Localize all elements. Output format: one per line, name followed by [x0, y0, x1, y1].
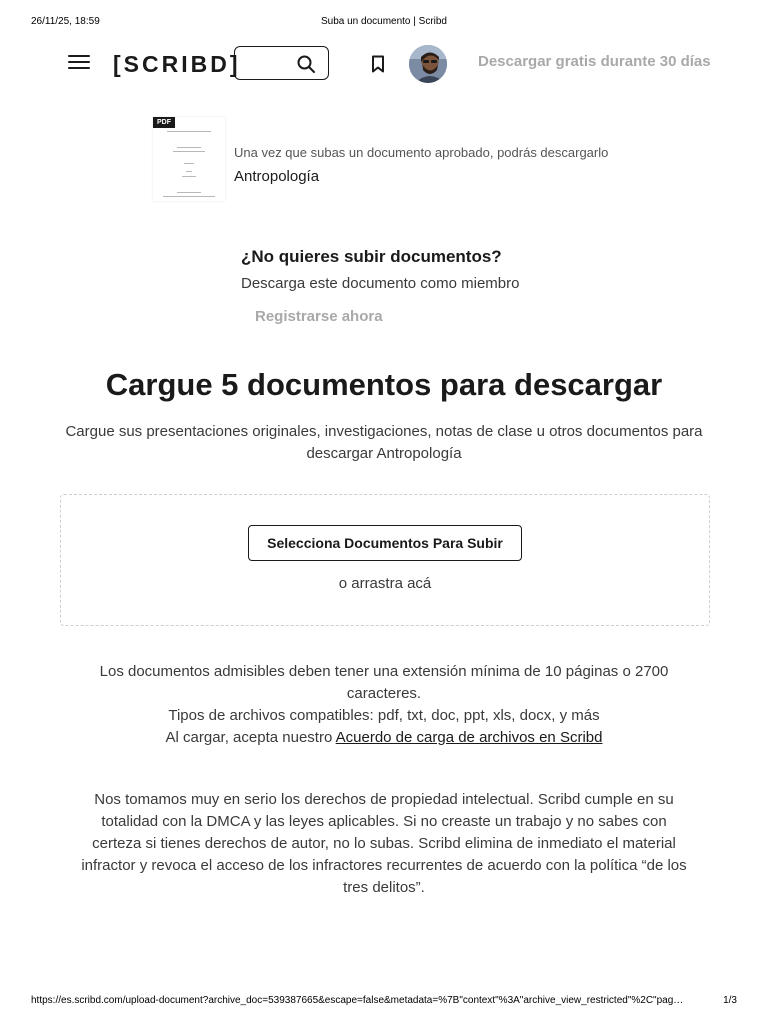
alternative-heading: ¿No quieres subir documentos? [241, 247, 502, 266]
upload-agreement-link[interactable]: Acuerdo de carga de archivos en Scribd [335, 729, 603, 746]
thumb-line [173, 151, 205, 152]
print-footer [31, 995, 737, 1009]
free-trial-link[interactable]: Descargar gratis durante 30 días [478, 53, 711, 70]
download-note: Una vez que subas un documento aprobado, podrás descargarlo [234, 145, 609, 160]
upload-description: Cargue sus presentaciones originales, investigaciones, notas de clase u otros documentos para descargar Antropología [65, 423, 703, 462]
register-now-button[interactable]: Registrarse ahora [255, 308, 383, 325]
avatar-photo [409, 45, 447, 83]
alternative-subheading: Descarga este documento como miembro [241, 275, 520, 292]
scribd-logo[interactable]: [SCRIBD] [113, 51, 241, 77]
print-date: 26/11/25, 18:59 [31, 16, 100, 27]
print-url: https://es.scribd.com/upload-document?archive_doc=539387665&escape=false&metadata=%7B"context"%3A"archive_view_restricted"%2C"pag… [31, 995, 684, 1006]
bookmark-icon[interactable] [368, 54, 388, 74]
thumb-line [167, 131, 211, 132]
document-info [234, 145, 608, 185]
top-navigation-bar [0, 44, 768, 84]
thumb-line [182, 176, 196, 177]
hamburger-menu-icon[interactable] [68, 55, 90, 73]
length-requirement: Los documentos admisibles deben tener una extensión mínima de 10 páginas o 2700 caracteres. [99, 663, 669, 702]
upload-title: Cargue 5 documentos para descargar [105, 367, 663, 402]
select-documents-button[interactable]: Selecciona Documentos Para Subir [248, 525, 522, 561]
pdf-badge: PDF [153, 117, 175, 128]
print-page-number: 1/3 [723, 995, 737, 1006]
print-header [31, 16, 737, 30]
user-avatar[interactable] [409, 45, 447, 83]
file-types: Tipos de archivos compatibles: pdf, txt, doc, ppt, xls, docx, y más [168, 707, 600, 724]
thumb-line [177, 147, 201, 148]
thumb-line [184, 163, 194, 164]
agreement-line [80, 727, 688, 749]
print-page-title: Suba un documento | Scribd [320, 16, 447, 27]
copyright-notice: Nos tomamos muy en serio los derechos de propiedad intelectual. Scribd cumple en su totalidad con la DMCA y las leyes aplicables. Si no creaste un trabajo y no sabes con certeza si tienes derechos de autor, no lo subas. Scribd elimina de inmediato el material infractor y revoca el acceso de los infractores recurrentes de acuerdo con la política “de los tres delitos”. [81, 791, 687, 896]
thumb-line [177, 192, 201, 193]
document-thumbnail[interactable] [153, 117, 225, 201]
drag-hint: o arrastra acá [338, 575, 432, 592]
upload-requirements [80, 661, 688, 749]
thumb-line [163, 196, 215, 197]
search-box[interactable] [234, 46, 329, 80]
document-title[interactable]: Antropología [234, 168, 320, 185]
membership-alternative [241, 247, 519, 326]
search-icon[interactable] [296, 54, 316, 74]
file-dropzone[interactable] [60, 494, 710, 626]
search-input[interactable] [243, 53, 297, 75]
thumb-line [186, 171, 192, 172]
agreement-prefix: Al cargar, acepta nuestro [165, 729, 336, 746]
